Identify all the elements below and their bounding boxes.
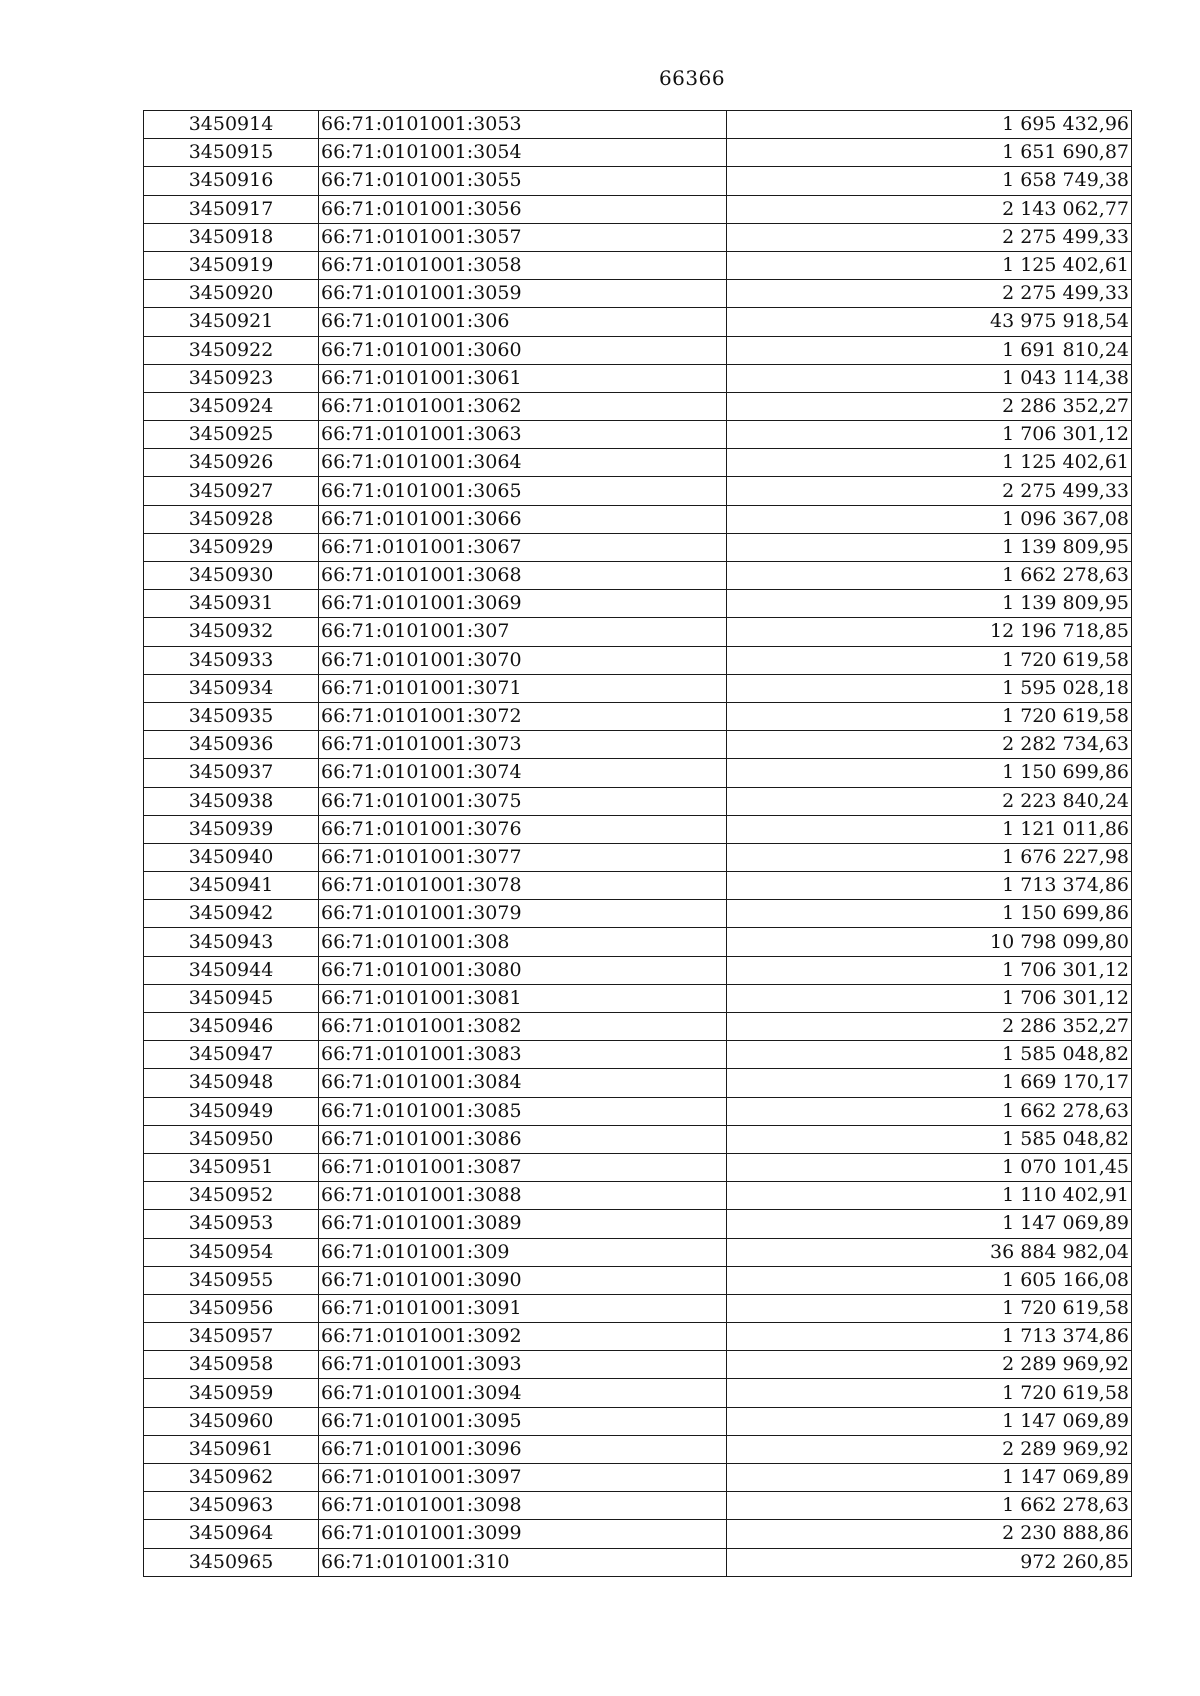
table-row	[144, 139, 1132, 167]
table-row	[144, 1323, 1132, 1351]
table-row	[144, 167, 1132, 195]
cadastral-number-cell: 66:71:0101001:3095	[319, 1407, 727, 1435]
row-number-cell: 3450945	[144, 984, 319, 1012]
row-number-cell: 3450917	[144, 195, 319, 223]
cadastral-value-cell: 1 662 278,63	[727, 1097, 1132, 1125]
cadastral-value-cell: 1 150 699,86	[727, 900, 1132, 928]
cadastral-number-cell: 66:71:0101001:3087	[319, 1153, 727, 1181]
cadastral-value-cell: 2 289 969,92	[727, 1351, 1132, 1379]
cadastral-value-cell: 1 585 048,82	[727, 1041, 1132, 1069]
table-row	[144, 1464, 1132, 1492]
row-number-cell: 3450921	[144, 308, 319, 336]
cadastral-value-cell: 1 695 432,96	[727, 111, 1132, 139]
cadastral-number-cell: 66:71:0101001:3079	[319, 900, 727, 928]
table-row	[144, 1041, 1132, 1069]
cadastral-value-cell: 1 595 028,18	[727, 674, 1132, 702]
row-number-cell: 3450932	[144, 618, 319, 646]
row-number-cell: 3450938	[144, 787, 319, 815]
cadastral-value-cell: 1 139 809,95	[727, 590, 1132, 618]
cadastral-value-cell: 43 975 918,54	[727, 308, 1132, 336]
row-number-cell: 3450943	[144, 928, 319, 956]
table-row	[144, 421, 1132, 449]
row-number-cell: 3450963	[144, 1492, 319, 1520]
cadastral-number-cell: 66:71:0101001:3056	[319, 195, 727, 223]
cadastral-number-cell: 66:71:0101001:3098	[319, 1492, 727, 1520]
row-number-cell: 3450928	[144, 505, 319, 533]
cadastral-number-cell: 66:71:0101001:3059	[319, 280, 727, 308]
row-number-cell: 3450953	[144, 1210, 319, 1238]
row-number-cell: 3450926	[144, 449, 319, 477]
cadastral-number-cell: 66:71:0101001:3068	[319, 562, 727, 590]
table-row	[144, 1294, 1132, 1322]
table-row	[144, 336, 1132, 364]
table-row	[144, 251, 1132, 279]
table-row	[144, 1182, 1132, 1210]
table-row	[144, 1492, 1132, 1520]
row-number-cell: 3450939	[144, 815, 319, 843]
cadastral-value-cell: 1 706 301,12	[727, 421, 1132, 449]
cadastral-value-cell: 2 275 499,33	[727, 223, 1132, 251]
row-number-cell: 3450956	[144, 1294, 319, 1322]
cadastral-number-cell: 66:71:0101001:3099	[319, 1520, 727, 1548]
cadastral-value-cell: 2 282 734,63	[727, 731, 1132, 759]
table-row	[144, 815, 1132, 843]
table-row	[144, 590, 1132, 618]
cadastral-number-cell: 66:71:0101001:3078	[319, 872, 727, 900]
table-row	[144, 1435, 1132, 1463]
cadastral-value-cell: 12 196 718,85	[727, 618, 1132, 646]
table-row	[144, 646, 1132, 674]
cadastral-value-cell: 1 691 810,24	[727, 336, 1132, 364]
page-number: 66366	[658, 66, 726, 90]
cadastral-number-cell: 66:71:0101001:3088	[319, 1182, 727, 1210]
row-number-cell: 3450965	[144, 1548, 319, 1576]
table-row	[144, 477, 1132, 505]
row-number-cell: 3450957	[144, 1323, 319, 1351]
cadastral-value-cell: 1 147 069,89	[727, 1210, 1132, 1238]
table-row	[144, 449, 1132, 477]
row-number-cell: 3450922	[144, 336, 319, 364]
cadastral-value-cell: 1 585 048,82	[727, 1125, 1132, 1153]
cadastral-number-cell: 66:71:0101001:310	[319, 1548, 727, 1576]
row-number-cell: 3450951	[144, 1153, 319, 1181]
cadastral-number-cell: 66:71:0101001:3057	[319, 223, 727, 251]
row-number-cell: 3450950	[144, 1125, 319, 1153]
cadastral-number-cell: 66:71:0101001:3096	[319, 1435, 727, 1463]
table-row	[144, 900, 1132, 928]
table-row	[144, 1351, 1132, 1379]
row-number-cell: 3450955	[144, 1266, 319, 1294]
cadastral-value-cell: 2 286 352,27	[727, 1013, 1132, 1041]
cadastral-value-cell: 1 720 619,58	[727, 646, 1132, 674]
cadastral-number-cell: 66:71:0101001:3089	[319, 1210, 727, 1238]
cadastral-value-cell: 1 139 809,95	[727, 533, 1132, 561]
row-number-cell: 3450935	[144, 702, 319, 730]
row-number-cell: 3450930	[144, 562, 319, 590]
table-row	[144, 223, 1132, 251]
cadastral-value-cell: 1 125 402,61	[727, 449, 1132, 477]
table-row	[144, 533, 1132, 561]
cadastral-number-cell: 66:71:0101001:3064	[319, 449, 727, 477]
row-number-cell: 3450958	[144, 1351, 319, 1379]
table-row	[144, 956, 1132, 984]
row-number-cell: 3450914	[144, 111, 319, 139]
row-number-cell: 3450949	[144, 1097, 319, 1125]
row-number-cell: 3450961	[144, 1435, 319, 1463]
cadastral-value-cell: 1 096 367,08	[727, 505, 1132, 533]
cadastral-number-cell: 66:71:0101001:308	[319, 928, 727, 956]
cadastral-number-cell: 66:71:0101001:3062	[319, 392, 727, 420]
cadastral-number-cell: 66:71:0101001:3082	[319, 1013, 727, 1041]
row-number-cell: 3450927	[144, 477, 319, 505]
table-row	[144, 872, 1132, 900]
table-row	[144, 1210, 1132, 1238]
row-number-cell: 3450925	[144, 421, 319, 449]
cadastral-number-cell: 66:71:0101001:3065	[319, 477, 727, 505]
cadastral-number-cell: 66:71:0101001:3076	[319, 815, 727, 843]
table-row	[144, 759, 1132, 787]
cadastral-value-cell: 1 713 374,86	[727, 872, 1132, 900]
table-row	[144, 280, 1132, 308]
cadastral-value-cell: 2 275 499,33	[727, 477, 1132, 505]
cadastral-value-cell: 1 110 402,91	[727, 1182, 1132, 1210]
cadastral-value-cell: 2 286 352,27	[727, 392, 1132, 420]
cadastral-value-cell: 36 884 982,04	[727, 1238, 1132, 1266]
cadastral-number-cell: 66:71:0101001:3071	[319, 674, 727, 702]
cadastral-value-cell: 1 658 749,38	[727, 167, 1132, 195]
cadastral-value-cell: 1 125 402,61	[727, 251, 1132, 279]
table-row	[144, 392, 1132, 420]
cadastral-number-cell: 66:71:0101001:3072	[319, 702, 727, 730]
table-row	[144, 1266, 1132, 1294]
table-body	[144, 111, 1132, 1577]
cadastral-number-cell: 66:71:0101001:3075	[319, 787, 727, 815]
row-number-cell: 3450915	[144, 139, 319, 167]
cadastral-number-cell: 66:71:0101001:309	[319, 1238, 727, 1266]
row-number-cell: 3450923	[144, 364, 319, 392]
row-number-cell: 3450931	[144, 590, 319, 618]
cadastral-number-cell: 66:71:0101001:3092	[319, 1323, 727, 1351]
table-row	[144, 1238, 1132, 1266]
table-row	[144, 1407, 1132, 1435]
row-number-cell: 3450920	[144, 280, 319, 308]
cadastral-number-cell: 66:71:0101001:3090	[319, 1266, 727, 1294]
row-number-cell: 3450947	[144, 1041, 319, 1069]
cadastral-number-cell: 66:71:0101001:3073	[319, 731, 727, 759]
table-row	[144, 1379, 1132, 1407]
cadastral-number-cell: 66:71:0101001:3061	[319, 364, 727, 392]
table-row	[144, 1548, 1132, 1576]
cadastral-value-cell: 2 230 888,86	[727, 1520, 1132, 1548]
cadastral-number-cell: 66:71:0101001:3070	[319, 646, 727, 674]
cadastral-value-cell: 1 662 278,63	[727, 1492, 1132, 1520]
row-number-cell: 3450942	[144, 900, 319, 928]
cadastral-number-cell: 66:71:0101001:3058	[319, 251, 727, 279]
cadastral-number-cell: 66:71:0101001:3055	[319, 167, 727, 195]
cadastral-number-cell: 66:71:0101001:3063	[319, 421, 727, 449]
cadastral-value-table	[143, 110, 1132, 1577]
cadastral-number-cell: 66:71:0101001:3080	[319, 956, 727, 984]
table-row	[144, 562, 1132, 590]
table-row	[144, 731, 1132, 759]
row-number-cell: 3450937	[144, 759, 319, 787]
row-number-cell: 3450936	[144, 731, 319, 759]
table-row	[144, 1125, 1132, 1153]
cadastral-value-cell: 1 669 170,17	[727, 1069, 1132, 1097]
row-number-cell: 3450948	[144, 1069, 319, 1097]
table-row	[144, 505, 1132, 533]
row-number-cell: 3450962	[144, 1464, 319, 1492]
cadastral-value-cell: 2 275 499,33	[727, 280, 1132, 308]
cadastral-number-cell: 66:71:0101001:3093	[319, 1351, 727, 1379]
cadastral-number-cell: 66:71:0101001:3083	[319, 1041, 727, 1069]
table-row	[144, 674, 1132, 702]
row-number-cell: 3450924	[144, 392, 319, 420]
cadastral-number-cell: 66:71:0101001:3097	[319, 1464, 727, 1492]
cadastral-value-cell: 1 720 619,58	[727, 1294, 1132, 1322]
row-number-cell: 3450954	[144, 1238, 319, 1266]
cadastral-value-cell: 1 720 619,58	[727, 1379, 1132, 1407]
cadastral-number-cell: 66:71:0101001:3077	[319, 843, 727, 871]
row-number-cell: 3450929	[144, 533, 319, 561]
row-number-cell: 3450941	[144, 872, 319, 900]
row-number-cell: 3450964	[144, 1520, 319, 1548]
cadastral-value-cell: 1 706 301,12	[727, 956, 1132, 984]
cadastral-value-cell: 972 260,85	[727, 1548, 1132, 1576]
table-row	[144, 1153, 1132, 1181]
table-row	[144, 1097, 1132, 1125]
table-row	[144, 1069, 1132, 1097]
row-number-cell: 3450959	[144, 1379, 319, 1407]
cadastral-number-cell: 66:71:0101001:3060	[319, 336, 727, 364]
cadastral-value-cell: 1 150 699,86	[727, 759, 1132, 787]
cadastral-value-cell: 1 662 278,63	[727, 562, 1132, 590]
table-row	[144, 195, 1132, 223]
row-number-cell: 3450940	[144, 843, 319, 871]
table-row	[144, 1520, 1132, 1548]
cadastral-value-cell: 1 121 011,86	[727, 815, 1132, 843]
table-row	[144, 364, 1132, 392]
cadastral-value-cell: 1 147 069,89	[727, 1407, 1132, 1435]
row-number-cell: 3450952	[144, 1182, 319, 1210]
table-row	[144, 618, 1132, 646]
cadastral-number-cell: 66:71:0101001:3084	[319, 1069, 727, 1097]
cadastral-number-cell: 66:71:0101001:307	[319, 618, 727, 646]
cadastral-number-cell: 66:71:0101001:3094	[319, 1379, 727, 1407]
row-number-cell: 3450960	[144, 1407, 319, 1435]
table-row	[144, 928, 1132, 956]
cadastral-value-cell: 1 713 374,86	[727, 1323, 1132, 1351]
cadastral-value-cell: 2 289 969,92	[727, 1435, 1132, 1463]
row-number-cell: 3450946	[144, 1013, 319, 1041]
row-number-cell: 3450919	[144, 251, 319, 279]
cadastral-value-cell: 1 043 114,38	[727, 364, 1132, 392]
cadastral-value-cell: 1 706 301,12	[727, 984, 1132, 1012]
row-number-cell: 3450933	[144, 646, 319, 674]
table-row	[144, 843, 1132, 871]
cadastral-value-cell: 1 147 069,89	[727, 1464, 1132, 1492]
cadastral-number-cell: 66:71:0101001:3081	[319, 984, 727, 1012]
cadastral-number-cell: 66:71:0101001:3086	[319, 1125, 727, 1153]
cadastral-number-cell: 66:71:0101001:306	[319, 308, 727, 336]
row-number-cell: 3450916	[144, 167, 319, 195]
cadastral-value-cell: 10 798 099,80	[727, 928, 1132, 956]
cadastral-value-cell: 2 223 840,24	[727, 787, 1132, 815]
cadastral-number-cell: 66:71:0101001:3069	[319, 590, 727, 618]
table-row	[144, 984, 1132, 1012]
cadastral-number-cell: 66:71:0101001:3074	[319, 759, 727, 787]
cadastral-number-cell: 66:71:0101001:3054	[319, 139, 727, 167]
table-row	[144, 1013, 1132, 1041]
cadastral-value-cell: 1 605 166,08	[727, 1266, 1132, 1294]
cadastral-value-cell: 1 676 227,98	[727, 843, 1132, 871]
cadastral-number-cell: 66:71:0101001:3085	[319, 1097, 727, 1125]
cadastral-number-cell: 66:71:0101001:3066	[319, 505, 727, 533]
row-number-cell: 3450934	[144, 674, 319, 702]
cadastral-value-cell: 1 070 101,45	[727, 1153, 1132, 1181]
row-number-cell: 3450944	[144, 956, 319, 984]
cadastral-value-cell: 2 143 062,77	[727, 195, 1132, 223]
cadastral-number-cell: 66:71:0101001:3091	[319, 1294, 727, 1322]
table-row	[144, 787, 1132, 815]
table-row	[144, 308, 1132, 336]
cadastral-number-cell: 66:71:0101001:3053	[319, 111, 727, 139]
cadastral-number-cell: 66:71:0101001:3067	[319, 533, 727, 561]
cadastral-value-cell: 1 720 619,58	[727, 702, 1132, 730]
cadastral-value-cell: 1 651 690,87	[727, 139, 1132, 167]
table-row	[144, 702, 1132, 730]
row-number-cell: 3450918	[144, 223, 319, 251]
table-row	[144, 111, 1132, 139]
